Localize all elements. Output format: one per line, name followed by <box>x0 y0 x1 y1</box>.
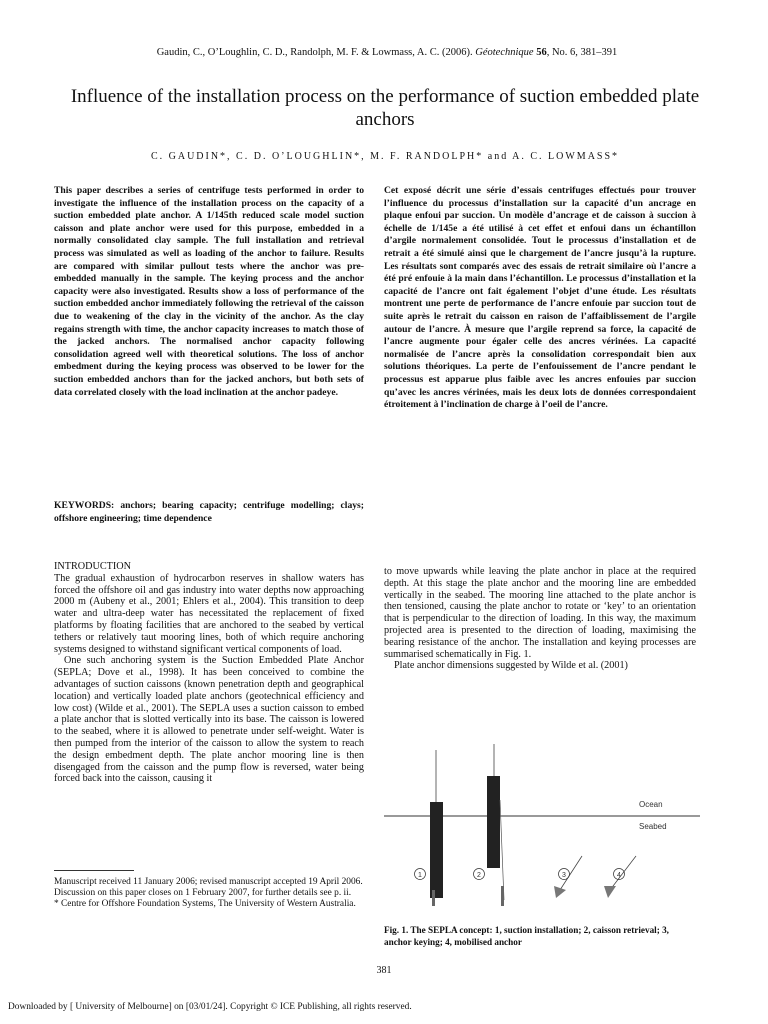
section-heading-introduction: INTRODUCTION <box>54 561 131 572</box>
ocean-label: Ocean <box>639 800 663 809</box>
seabed-label: Seabed <box>639 822 667 831</box>
step-number: 2 <box>477 872 481 879</box>
paragraph: to move upwards while leaving the plate anchor in place at the required depth. At this stage the plate anchor and the mooring line are embedded vertically in the seabed. The mooring line attached to the plate anchor is then tensioned, causing the plate anchor to rotate or ‘key’ to an orientation that is perpendicular to the direction of loading. In this way, the maximum projected area is presented to the direction of loading, maximising the bearing resistance of the anchor. The installation and keying processes are summarised schematically in Fig. 1. <box>384 566 696 660</box>
keywords: KEYWORDS: anchors; bearing capacity; centrifuge modelling; clays; offshore engineering; time dependence <box>54 500 364 524</box>
plate-anchor <box>432 890 435 906</box>
download-notice: Downloaded by [ University of Melbourne] on [03/01/24]. Copyright © ICE Publishing, all rights reserved. <box>8 1002 412 1012</box>
author-list: C. GAUDIN*, C. D. O’LOUGHLIN*, M. F. RANDOLPH* and A. C. LOWMASS* <box>150 151 620 162</box>
paragraph: One such anchoring system is the Suction Embedded Plate Anchor (SEPLA; Dove et al., 1998). It has been conceived to combine the advantages of suction caissons (known penetration depth and geographical location) and vertically loaded plate anchors (geotechnical efficiency and low cost) (Wilde et al., 2001). The SEPLA uses a suction caisson to embed a plate anchor that is slotted vertically into its base. The caisson is lowered to the seabed, where it is allowed to penetrate under self-weight. Water is then pumped from the interior of the caisson to allow the system to reach the design embedment depth. The plate anchor mooring line is then disengaged from the caisson and the pump flow is reversed, water being forced back into the caisson, causing it <box>54 655 364 785</box>
suction-caisson <box>487 776 500 868</box>
footnote-divider <box>54 870 134 871</box>
step-4-mobilised-anchor <box>604 856 636 898</box>
footnotes <box>54 877 364 910</box>
plate-anchor <box>554 886 566 898</box>
paragraph: The gradual exhaustion of hydrocarbon reserves in shallow waters has forced the offshore oil and gas industry into water depths now approaching 2000 m (Aubeny et al., 2001; Ehlers et al., 2004). This transition to deep water and ultra-deep water has necessitated the replacement of fixed platforms by floating facilities that are anchored to the seabed by vertical tethers or relatively taut mooring lines, both of which require anchoring systems designed to withstand significant vertical components of load. <box>54 572 364 655</box>
page-number: 381 <box>376 965 392 976</box>
abstract-english: This paper describes a series of centrifuge tests performed in order to investigate the influence of the installation process on the capacity of a suction embedded plate anchor. A 1/145th reduced scale model suction caisson and plate anchor were used for this purpose, embedded in a normally consolidated clay sample. The full installation and retrieval process was simulated as well as loading of the anchor to failure. Results are compared with similar pullout tests where the anchor was pre-embedded manually in the sample. The keying process and the anchor capacity were also investigated. Results show a loss of performance of the suction embedded anchor immediately following the retrieval of the caisson due to weakening of the clay in the vicinity of the anchor. As the clay regains strength with time, the anchor capacity increases to match those of the jacked anchors. The normalised anchor capacity following consolidation agreed well with theoretical solutions. The loss of anchor embedment during the keying process was observed to be lower for the suction embedded anchors than for the jacked anchors, but both sets of data correlated closely with the load inclination at the anchor padeye. <box>54 185 364 398</box>
plate-anchor <box>501 886 504 906</box>
figure-caption: Fig. 1. The SEPLA concept: 1, suction installation; 2, caisson retrieval; 3, anchor keying; 4, mobilised anchor <box>384 925 669 947</box>
step-number: 3 <box>562 872 566 879</box>
paragraph: Plate anchor dimensions suggested by Wilde et al. (2001) <box>394 660 628 672</box>
body-column-left <box>54 561 364 785</box>
body-column-right <box>384 566 696 672</box>
suction-caisson <box>430 802 443 898</box>
figure-sepla-concept <box>384 740 700 920</box>
footnote-affiliation: * Centre for Offshore Foundation Systems, The University of Western Australia. <box>54 899 356 909</box>
journal-volume: 56 <box>536 47 547 58</box>
citation-authors: Gaudin, C., O’Loughlin, C. D., Randolph, M. F. & Lowmass, A. C. (2006). <box>156 47 473 58</box>
step-number: 1 <box>418 872 422 879</box>
journal-name: Géotechnique <box>475 47 534 58</box>
paper-title: Influence of the installation process on the performance of suction embedded plate anchors <box>70 86 700 130</box>
journal-issue: , No. 6, 381–391 <box>546 47 618 58</box>
step-number: 4 <box>617 872 621 879</box>
footnote-discussion: Discussion on this paper closes on 1 February 2007, for further details see p. ii. <box>54 888 352 898</box>
step-3-anchor-keying <box>554 856 582 898</box>
plate-anchor <box>604 886 616 898</box>
citation-header <box>57 47 717 58</box>
footnote-received: Manuscript received 11 January 2006; revised manuscript accepted 19 April 2006. <box>54 877 363 887</box>
abstract-french: Cet exposé décrit une série d’essais centrifuges effectués pour trouver l’influence du processus d’installation sur la capacité d’un ancrage en plaque enfoui par succion. Un modèle d’ancrage et de caisson à succion à échelle de 1/145e a été utilisé à cet effet et enfoui dans un échantillon d’argile normalement consolidée. Tout le processus d’installation et de retrait a été simulé ainsi que le chargement de l’ancre jusqu’à la rupture. Les résultats sont comparés avec des essais de retrait similaire où l’ancre a été pré enfouie à la main dans l’échantillon. Le processus d’installation et la capacité de l’ancre ont fait également l’objet d’une étude. Les résultats montrent une perte de performance de l’ancre enfouie par succion tout de suite après le retrait du caisson en raison de l’affaiblissement de l’argile autour de l’ancre. À mesure que l’argile reprend sa force, la capacité de l’ancre augmente pour égaler celle des ancres vérinées. La capacité normalisée de l’ancre après la consolidation correspondait bien aux solutions théoriques. La perte de l’enfouissement de l’ancre pendant le processus est apparue plus faible avec les ancres enfouies par succion qu’avec les ancres vérinées, mais les deux lots de données correspondaient étroitement à l’inclination de charge à l’oeil de l’ancre. <box>384 185 696 411</box>
step-1-suction-installation <box>415 750 444 906</box>
step-2-caisson-retrieval <box>474 744 505 906</box>
mooring-line <box>500 800 504 900</box>
